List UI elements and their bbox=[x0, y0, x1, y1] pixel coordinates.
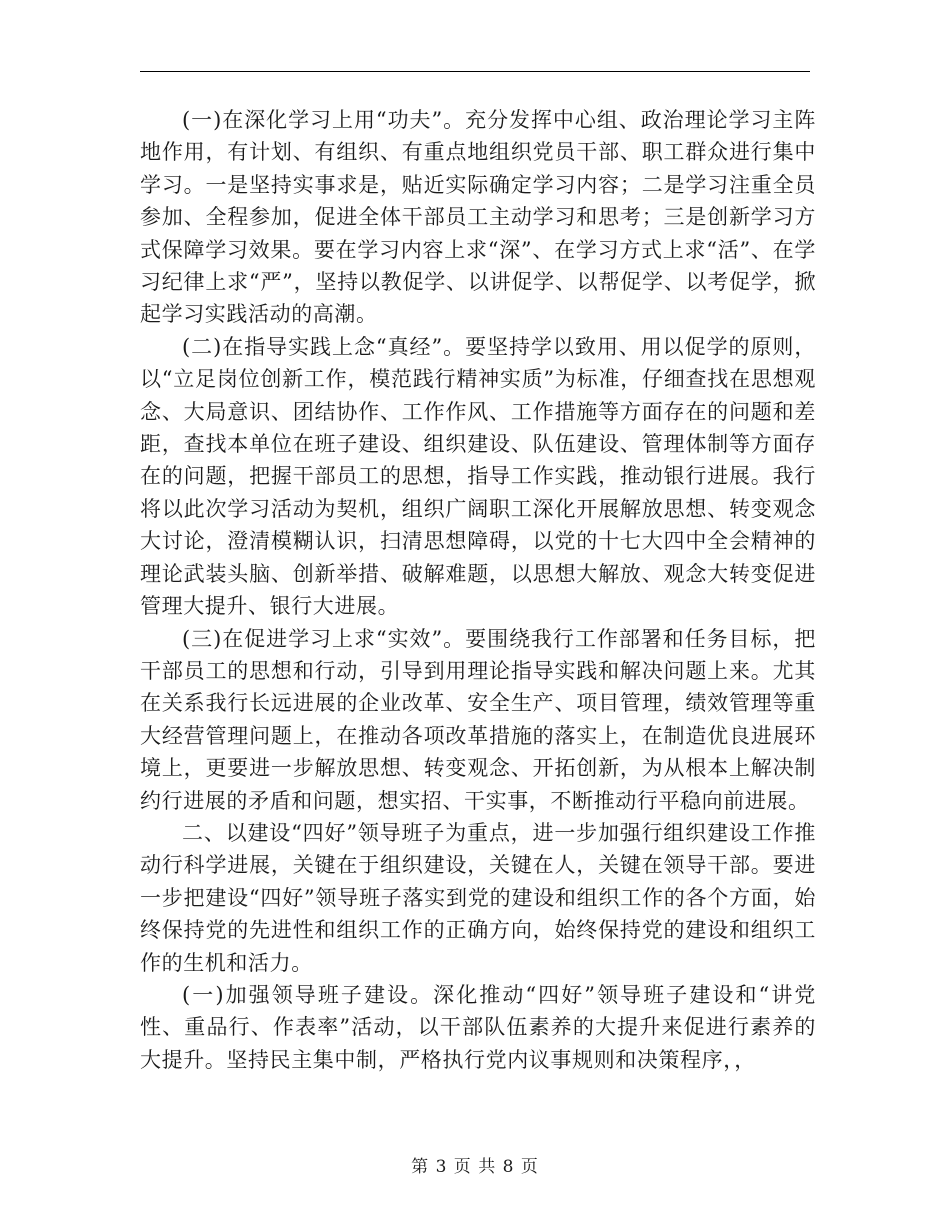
paragraph-1: (一)在深化学习上用“功夫”。充分发挥中心组、政治理论学习主阵地作用，有计划、有组织、有重点地组织党员干部、职工群众进行集中学习。一是坚持实事求是，贴近实际确定学习内容；二是学习注重全员参加、全程参加，促进全体干部员工主动学习和思考；三是创新学习方式保障学习效果。要在学习内容上求“深”、在学习方式上求“活”、在学习纪律上求“严”，坚持以教促学、以讲促学、以帮促学、以考促学，掀起学习实践活动的高潮。 bbox=[140, 108, 816, 327]
paragraph-2: (二)在指导实践上念“真经”。要坚持学以致用、用以促学的原则，以“立足岗位创新工作，模范践行精神实质”为标准，仔细查找在思想观念、大局意识、团结协作、工作作风、工作措施等方面存在的问题和差距，查找本单位在班子建设、组织建设、队伍建设、管理体制等方面存在的问题，把握干部员工的思想，指导工作实践，推动银行进展。我行将以此次学习活动为契机，组织广阔职工深化开展解放思想、转变观念大讨论，澄清模糊认识，扫清思想障碍，以党的十七大四中全会精神的理论武装头脑、创新举措、破解难题，以思想大解放、观念大转变促进管理大提升、银行大进展。 bbox=[140, 334, 816, 619]
paragraph-5: (一)加强领导班子建设。深化推动“四好”领导班子建设和“讲党性、重品行、作表率”活动，以干部队伍素养的大提升来促进行素养的大提升。坚持民主集中制，严格执行党内议事规则和决策程序，， bbox=[140, 982, 816, 1072]
paragraph-4: 二、以建设“四好”领导班子为重点，进一步加强行组织建设工作推动行科学进展，关键在于组织建设，关键在人，关键在领导干部。要进一步把建设“四好”领导班子落实到党的建设和组织工作的各个方面，始终保持党的先进性和组织工作的正确方向，始终保持党的建设和组织工作的生机和活力。 bbox=[140, 820, 816, 975]
paragraph-3: (三)在促进学习上求“实效”。要围绕我行工作部署和任务目标，把干部员工的思想和行动，引导到用理论指导实践和解决问题上来。尤其在关系我行长远进展的企业改革、安全生产、项目管理，绩效管理等重大经营管理问题上，在推动各项改革措施的落实上，在制造优良进展环境上，更要进一步解放思想、转变观念、开拓创新，为从根本上解决制约行进展的矛盾和问题，想实招、干实事，不断推动行平稳向前进展。 bbox=[140, 626, 816, 813]
document-body bbox=[140, 104, 816, 1076]
header-rule bbox=[140, 71, 810, 72]
page-footer: 第 3 页 共 8 页 bbox=[411, 1157, 539, 1177]
